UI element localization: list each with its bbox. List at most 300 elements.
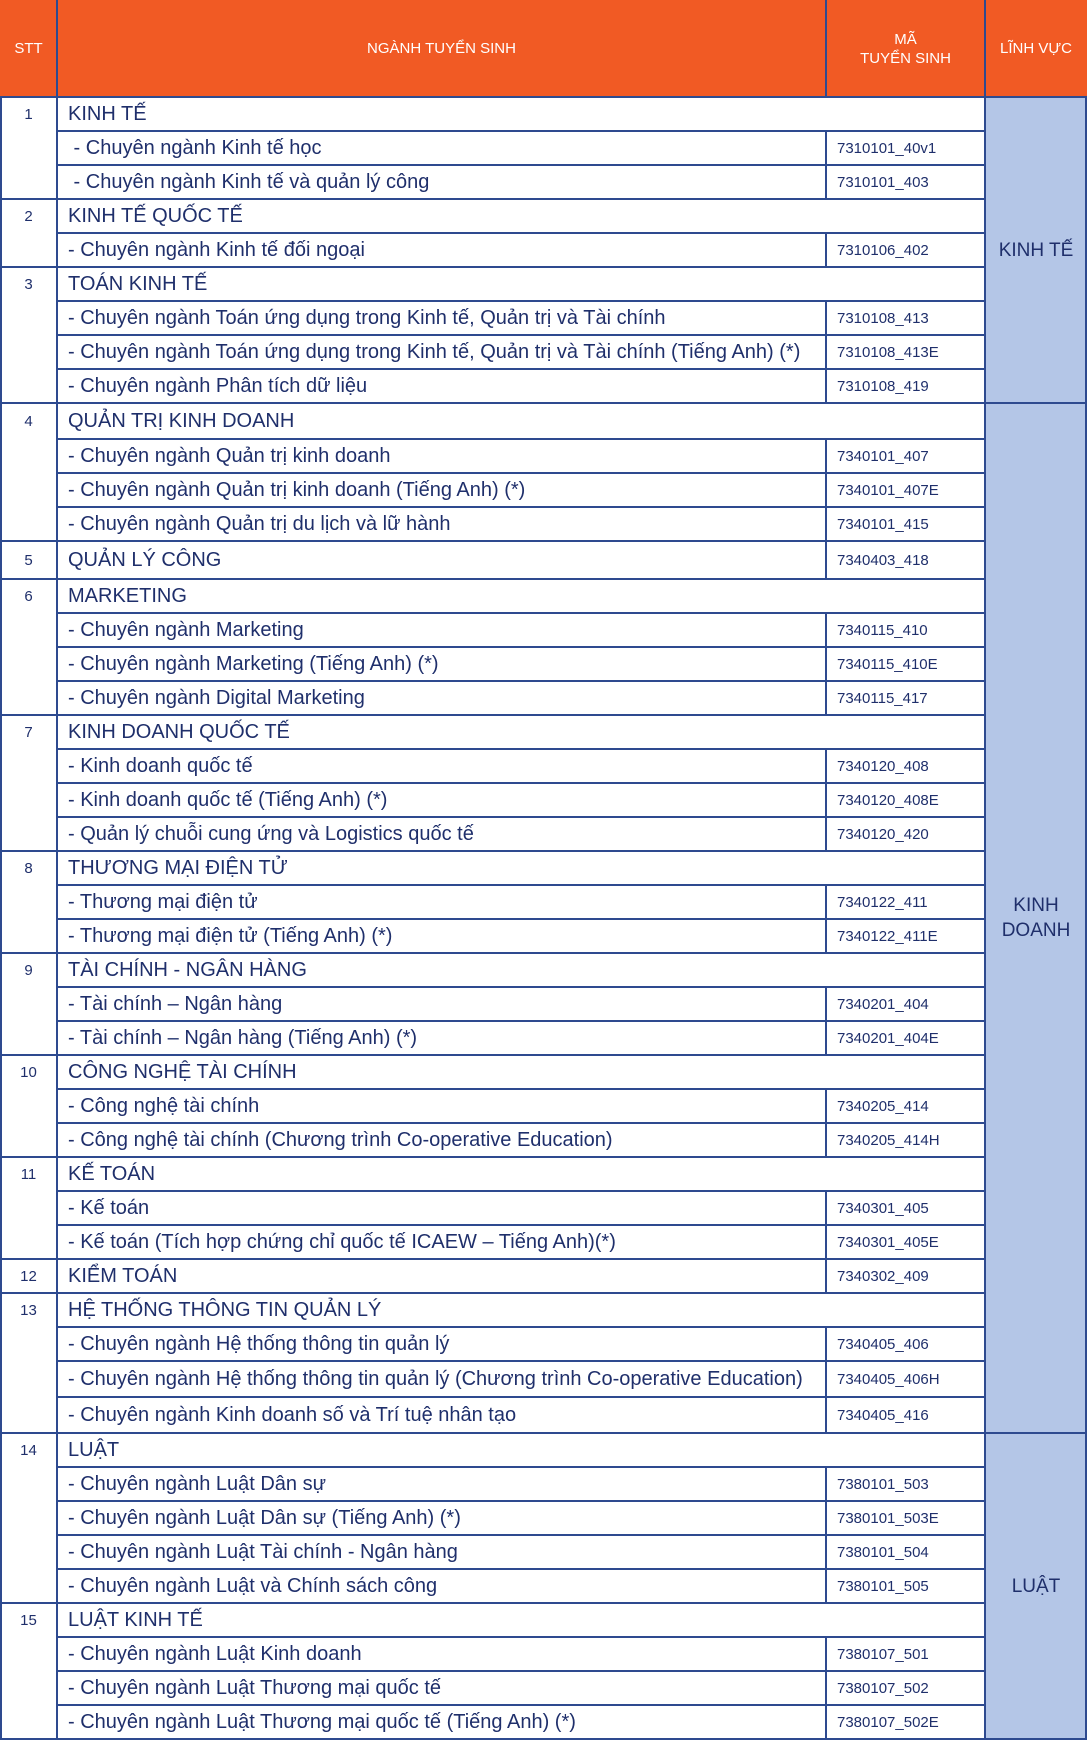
specialization-name-text: - Chuyên ngành Luật Kinh doanh [68,1642,362,1665]
header-stt-label: STT [14,40,43,57]
grid-line [57,1122,985,1124]
stt-cell [0,541,57,579]
admission-code-text: 7380101_503 [837,1475,929,1493]
specialization-name-text: - Kinh doanh quốc tế [68,754,253,777]
admission-code [826,1705,985,1739]
specialization-name [57,1397,826,1433]
specialization-name-text: - Chuyên ngành Hệ thống thông tin quản lý [68,1332,450,1355]
grid-line [57,1704,985,1706]
grid-line [57,680,985,682]
grid-line [825,1021,827,1055]
grid-line [0,1156,985,1158]
specialization-name [57,749,826,783]
admission-code-text: 7340405_406H [837,1370,940,1388]
admission-code-text: 7340115_410E [837,655,938,673]
major-name-text: KINH TẾ QUỐC TẾ [68,204,243,227]
grid-line [57,130,985,132]
specialization-name [57,131,826,165]
admission-code-text: 7310108_413E [837,343,939,361]
admission-code [826,885,985,919]
grid-line [57,368,985,370]
specialization-name [57,301,826,335]
grid-line [0,1432,985,1434]
stt-cell-text: 11 [20,1165,37,1183]
specialization-name-text: - Chuyên ngành Kinh tế và quản lý công [68,170,430,193]
admission-code-text: 7310101_403 [837,173,929,191]
specialization-name [57,783,826,817]
admission-code [826,1671,985,1705]
major-name [57,953,985,987]
major-name-text: KIỂM TOÁN [68,1264,178,1287]
grid-line [825,165,827,199]
grid-line [825,541,827,579]
header-nganh-label: NGÀNH TUYỂN SINH [367,40,516,57]
stt-cell [0,1293,57,1327]
specialization-name [57,1501,826,1535]
admission-code [826,1225,985,1259]
major-name-text: THƯƠNG MẠI ĐIỆN TỬ [68,856,288,879]
grid-line [825,1123,827,1157]
grid-line [57,232,985,234]
grid-line [825,233,827,267]
specialization-name-text: - Kinh doanh quốc tế (Tiếng Anh) (*) [68,788,388,811]
header-linh-vuc [985,0,1087,97]
specialization-name [57,1535,826,1569]
admission-code-text: 7340101_415 [837,515,929,533]
admission-code-text: 7340115_417 [837,689,928,707]
grid-line [57,816,985,818]
specialization-name-text: - Chuyên ngành Marketing [68,618,304,641]
specialization-name [57,1089,826,1123]
grid-line [825,885,827,919]
admission-code [826,439,985,473]
major-name [57,579,985,613]
specialization-name-text: - Kế toán (Tích hợp chứng chỉ quốc tế ICAEW – Tiếng Anh)(*) [68,1230,616,1253]
stt-cell [0,403,57,439]
major-name-text: LUẬT [68,1438,120,1461]
stt-cell [0,715,57,749]
major-name [57,1293,985,1327]
grid-line [825,613,827,647]
admission-code-text: 7310108_419 [837,377,929,395]
admission-code [826,507,985,541]
admission-code [826,1397,985,1433]
specialization-name-text: - Quản lý chuỗi cung ứng và Logistics quốc tế [68,822,474,845]
grid-line [984,0,986,97]
admission-code-text: 7340101_407 [837,447,929,465]
grid-line [0,198,985,200]
specialization-name-text: - Chuyên ngành Kinh tế học [68,136,322,159]
field-cell [985,1433,1087,1739]
major-name [57,851,985,885]
admission-code-text: 7340101_407E [837,481,939,499]
grid-line [57,1670,985,1672]
specialization-name [57,335,826,369]
specialization-name-text: - Chuyên ngành Luật Thương mại quốc tế [68,1676,442,1699]
admission-code [826,1535,985,1569]
major-name-text: CÔNG NGHỆ TÀI CHÍNH [68,1060,297,1083]
grid-line [825,1467,827,1501]
stt-cell [0,267,57,301]
grid-line [57,1396,985,1398]
field-label: LUẬT [1011,1575,1061,1597]
grid-line [57,164,985,166]
admission-code [826,1021,985,1055]
grid-line [0,1602,985,1604]
specialization-name-text: - Chuyên ngành Luật Thương mại quốc tế (Tiếng Anh) (*) [68,1710,576,1733]
admission-code [826,681,985,715]
admission-code [826,1467,985,1501]
grid-line [825,473,827,507]
header-ma [826,0,985,97]
major-name [57,403,985,439]
grid-line [0,1258,985,1260]
field-cell [985,97,1087,403]
specialization-name [57,885,826,919]
major-name [57,1603,985,1637]
admission-code [826,749,985,783]
admission-code-text: 7380107_502E [837,1713,939,1731]
field-separator-line [985,402,1087,404]
specialization-name [57,1021,826,1055]
grid-line [825,301,827,335]
header-nganh [57,0,826,97]
grid-line [57,1020,985,1022]
specialization-name-text: - Chuyên ngành Toán ứng dụng trong Kinh tế, Quản trị và Tài chính [68,306,666,329]
grid-line [825,1705,827,1739]
grid-line [825,335,827,369]
admission-code-text: 7340405_416 [837,1406,929,1424]
specialization-name [57,369,826,403]
admission-code-text: 7380107_501 [837,1645,929,1663]
specialization-name-text: - Kế toán [68,1196,150,1219]
admission-code [826,1361,985,1397]
grid-line [56,0,58,97]
specialization-name-text: - Chuyên ngành Kinh tế đối ngoại [68,238,365,261]
specialization-name-text: - Chuyên ngành Kinh doanh số và Trí tuệ nhân tạo [68,1403,517,1426]
header-linh-vuc-label: LĨNH VỰC [1000,40,1072,57]
major-name-text: TOÁN KINH TẾ [68,272,208,295]
admission-code [826,919,985,953]
grid-line [984,97,986,1739]
admission-code [826,783,985,817]
major-name [57,97,985,131]
stt-cell-text: 2 [24,207,33,225]
admission-code-text: 7340122_411 [837,893,928,911]
admission-code-text: 7340205_414 [837,1097,929,1115]
stt-cell [0,953,57,987]
stt-cell-text: 6 [24,587,33,605]
major-name-text: KẾ TOÁN [68,1162,156,1185]
grid-line [825,783,827,817]
admission-code [826,1569,985,1603]
admission-code-text: 7340405_406 [837,1335,929,1353]
grid-line [57,646,985,648]
grid-line [825,507,827,541]
admission-code-text: 7340301_405E [837,1233,939,1251]
stt-cell-text: 14 [20,1441,37,1459]
specialization-name-text: - Chuyên ngành Toán ứng dụng trong Kinh tế, Quản trị và Tài chính (Tiếng Anh) (*) [68,340,801,363]
major-name [57,1259,826,1293]
admission-code [826,1259,985,1293]
major-name-text: QUẢN TRỊ KINH DOANH [68,409,295,432]
specialization-name-text: - Thương mại điện tử (Tiếng Anh) (*) [68,924,393,947]
grid-line [57,986,985,988]
grid-line [825,1671,827,1705]
specialization-name [57,165,826,199]
major-name [57,1157,985,1191]
grid-line [825,1327,827,1361]
field-label: DOANH [1001,920,1071,941]
stt-cell-text: 10 [20,1063,37,1081]
specialization-name-text: - Thương mại điện tử [68,890,258,913]
admission-code [826,369,985,403]
grid-line [825,1535,827,1569]
grid-line [825,681,827,715]
admission-code [826,541,985,579]
specialization-name [57,987,826,1021]
admission-code-text: 7380101_503E [837,1509,939,1527]
stt-cell-text: 1 [24,105,33,123]
specialization-name [57,1705,826,1739]
specialization-name-text: - Chuyên ngành Digital Marketing [68,686,365,709]
admission-code [826,1123,985,1157]
major-name-text: HỆ THỐNG THÔNG TIN QUẢN LÝ [68,1298,382,1321]
stt-cell [0,851,57,885]
stt-cell-text: 7 [24,723,33,741]
stt-cell [0,1603,57,1637]
specialization-name [57,473,826,507]
stt-cell [0,97,57,131]
specialization-name [57,1225,826,1259]
grid-line [0,97,2,1739]
grid-line [0,540,985,542]
stt-cell-text: 15 [20,1611,37,1629]
admission-code-text: 7340120_408E [837,791,939,809]
grid-line [56,97,58,1739]
major-name [57,199,985,233]
grid-line [825,817,827,851]
specialization-name [57,1123,826,1157]
admission-code-text: 7340301_405 [837,1199,929,1217]
grid-line [0,402,985,404]
specialization-name [57,613,826,647]
admission-code-text: 7340115_410 [837,621,928,639]
major-name [57,1055,985,1089]
specialization-name-text: - Chuyên ngành Quản trị kinh doanh (Tiếng Anh) (*) [68,478,526,501]
header-ma-line1: MÃ [894,30,917,48]
grid-line [825,1501,827,1535]
specialization-name [57,507,826,541]
grid-line [57,1224,985,1226]
specialization-name-text: - Chuyên ngành Luật Dân sự [68,1472,326,1495]
header-stt [0,0,57,97]
major-name-text: MARKETING [68,584,187,607]
specialization-name [57,1671,826,1705]
admission-code [826,1637,985,1671]
admission-code-text: 7340201_404 [837,995,929,1013]
admission-code-text: 7340403_418 [837,551,929,569]
stt-cell-text: 5 [24,551,33,569]
major-name-text: KINH TẾ [68,102,147,125]
grid-line [57,612,985,614]
admission-code [826,1089,985,1123]
admission-code [826,613,985,647]
grid-line [825,369,827,403]
stt-cell-text: 9 [24,961,33,979]
admission-code-text: 7340205_414H [837,1131,940,1149]
grid-line [0,1292,985,1294]
stt-cell [0,1055,57,1089]
stt-cell-text: 13 [20,1301,37,1319]
admission-code-text: 7310106_402 [837,241,929,259]
grid-line [825,647,827,681]
specialization-name-text: - Chuyên ngành Quản trị kinh doanh [68,444,391,467]
grid-line [57,1088,985,1090]
specialization-name-text: - Tài chính – Ngân hàng [68,992,283,1015]
admission-code [826,987,985,1021]
grid-line [0,952,985,954]
major-name-text: KINH DOANH QUỐC TẾ [68,720,290,743]
specialization-name-text: - Chuyên ngành Hệ thống thông tin quản lý (Chương trình Co-operative Education) [68,1367,803,1390]
field-separator-line [985,1432,1087,1434]
admission-code [826,335,985,369]
specialization-name-text: - Chuyên ngành Phân tích dữ liệu [68,374,368,397]
field-label: KINH TẾ [998,239,1074,261]
admission-code-text: 7340302_409 [837,1267,929,1285]
grid-line [0,578,985,580]
grid-line [825,1259,827,1293]
grid-line [57,1568,985,1570]
stt-cell [0,1157,57,1191]
grid-line [57,1326,985,1328]
stt-cell [0,1433,57,1467]
admission-code [826,1501,985,1535]
admission-code-text: 7340122_411E [837,927,938,945]
admission-code [826,647,985,681]
specialization-name-text: - Công nghệ tài chính [68,1094,260,1117]
stt-cell [0,579,57,613]
grid-line [57,472,985,474]
specialization-name [57,1361,826,1397]
major-name-text: TÀI CHÍNH - NGÂN HÀNG [68,958,307,981]
grid-line [57,748,985,750]
major-name-text: LUẬT KINH TẾ [68,1608,203,1631]
specialization-name-text: - Tài chính – Ngân hàng (Tiếng Anh) (*) [68,1026,418,1049]
admission-code-text: 7380101_504 [837,1543,929,1561]
major-name [57,1433,985,1467]
admission-code-text: 7380101_505 [837,1577,929,1595]
admission-code [826,1327,985,1361]
grid-line [0,1054,985,1056]
major-name [57,541,826,579]
admission-code-text: 7340120_420 [837,825,929,843]
specialization-name [57,1467,826,1501]
specialization-name [57,681,826,715]
grid-line [57,506,985,508]
grid-line [825,439,827,473]
admission-code-text: 7340201_404E [837,1029,939,1047]
stt-cell-text: 4 [24,412,33,430]
specialization-name-text: - Chuyên ngành Luật Tài chính - Ngân hàng [68,1540,458,1563]
field-label: KINH [1013,895,1059,916]
grid-line [57,1534,985,1536]
admission-code-text: 7340120_408 [837,757,929,775]
header-bottom-line [0,96,1087,98]
admission-code-text: 7310108_413 [837,309,929,327]
grid-line [57,1500,985,1502]
grid-line [57,1360,985,1362]
grid-line [825,1191,827,1225]
specialization-name [57,919,826,953]
stt-cell [0,1259,57,1293]
table-bottom-line [0,1738,1087,1740]
grid-line [0,714,985,716]
grid-line [57,438,985,440]
admission-code [826,473,985,507]
stt-cell-text: 3 [24,275,33,293]
grid-line [0,266,985,268]
grid-line [825,1637,827,1671]
admission-code [826,301,985,335]
major-name-text: QUẢN LÝ CÔNG [68,548,222,571]
admission-code-text: 7310101_40v1 [837,139,937,157]
major-name [57,267,985,301]
specialization-name-text: - Chuyên ngành Luật Dân sự (Tiếng Anh) (*) [68,1506,461,1529]
specialization-name-text: - Chuyên ngành Luật và Chính sách công [68,1574,438,1597]
specialization-name [57,1569,826,1603]
admission-code [826,131,985,165]
grid-line [825,131,827,165]
grid-line [57,334,985,336]
grid-line [825,987,827,1021]
grid-line [57,1466,985,1468]
grid-line [825,1397,827,1433]
specialization-name-text: - Chuyên ngành Marketing (Tiếng Anh) (*) [68,652,439,675]
specialization-name [57,1637,826,1671]
stt-cell-text: 12 [20,1267,37,1285]
admission-code [826,1191,985,1225]
major-name [57,715,985,749]
grid-line [825,0,827,97]
field-cell [985,403,1087,1433]
specialization-name [57,1191,826,1225]
grid-line [57,1190,985,1192]
grid-line [57,1636,985,1638]
grid-line [57,782,985,784]
grid-line [57,884,985,886]
admission-code [826,233,985,267]
admission-code-text: 7380107_502 [837,1679,929,1697]
grid-line [825,919,827,953]
stt-cell-text: 8 [24,859,33,877]
specialization-name [57,233,826,267]
header-ma-line2: TUYỂN SINH [860,49,951,67]
specialization-name [57,439,826,473]
grid-line [825,749,827,783]
grid-line [57,918,985,920]
specialization-name [57,817,826,851]
grid-line [0,850,985,852]
grid-line [57,300,985,302]
specialization-name-text: - Công nghệ tài chính (Chương trình Co-operative Education) [68,1128,613,1151]
grid-line [825,1089,827,1123]
stt-cell [0,199,57,233]
specialization-name [57,1327,826,1361]
specialization-name-text: - Chuyên ngành Quản trị du lịch và lữ hành [68,512,451,535]
admission-code [826,817,985,851]
admission-code [826,165,985,199]
